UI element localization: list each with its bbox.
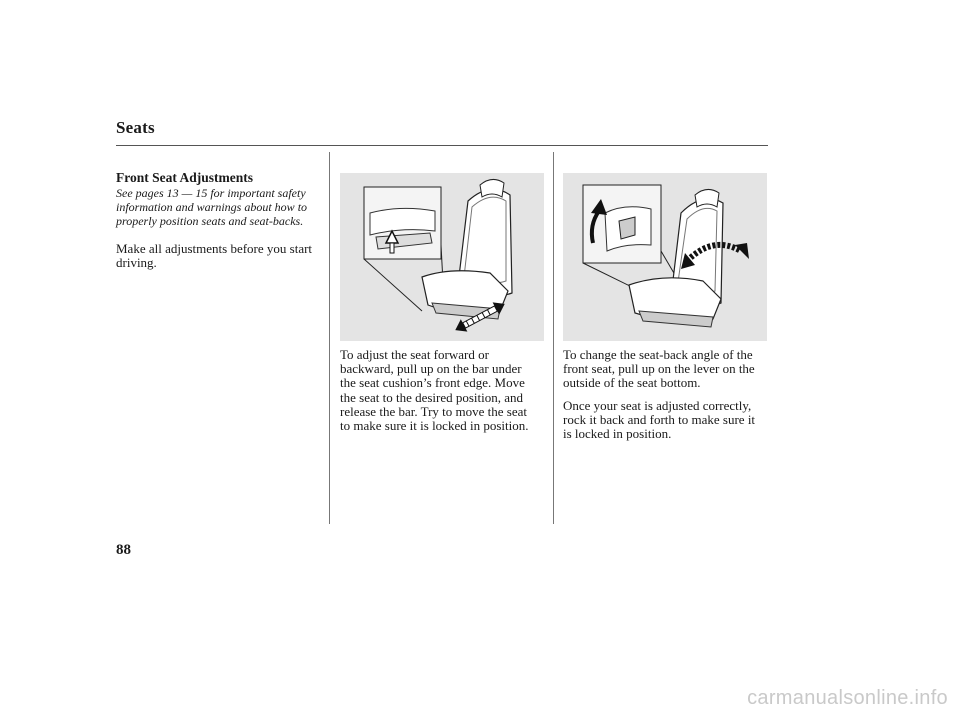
text-line: backward, pull up on the bar under (340, 361, 522, 377)
seat-slide-instructions (340, 348, 552, 433)
safety-note: See pages 13 — 15 for important safety information and warnings about how to properly position seats and seat-backs. (116, 186, 308, 228)
seat-slide-figure (340, 173, 544, 341)
seat-slide-adjustment-illustration-icon (340, 173, 544, 341)
text-line: rock it back and forth to make sure it (563, 412, 756, 428)
text-line: Once your seat is adjusted correctly, (563, 398, 752, 413)
seat-back-recline-illustration-icon (563, 173, 767, 341)
column-divider-left (329, 152, 330, 524)
text-line: To adjust the seat forward or (340, 347, 489, 362)
text-line: the seat cushion’s front edge. Move (340, 375, 525, 391)
intro-paragraph: Make all adjustments before you start driving. (116, 241, 313, 271)
section-title: Seats (116, 118, 155, 137)
page-number: 88 (116, 542, 131, 558)
text-line: front seat, pull up on the lever on the (563, 361, 755, 377)
title-divider (116, 145, 768, 146)
seat-recline-figure (563, 173, 767, 341)
seat-recline-instructions (563, 348, 775, 391)
lock-check-instructions (563, 399, 775, 442)
text-line: outside of the seat bottom. (563, 375, 701, 391)
subsection-heading: Front Seat Adjustments (116, 170, 254, 185)
column-divider-right (553, 152, 554, 524)
text-line: is locked in position. (563, 426, 672, 442)
watermark: carmanualsonline.info (747, 687, 948, 709)
text-line: To change the seat-back angle of the (563, 347, 753, 362)
text-line: release the bar. Try to move the seat (340, 403, 528, 419)
text-line: to make sure it is locked in position. (340, 418, 529, 434)
text-line: the seat to the desired position, and (340, 389, 524, 405)
